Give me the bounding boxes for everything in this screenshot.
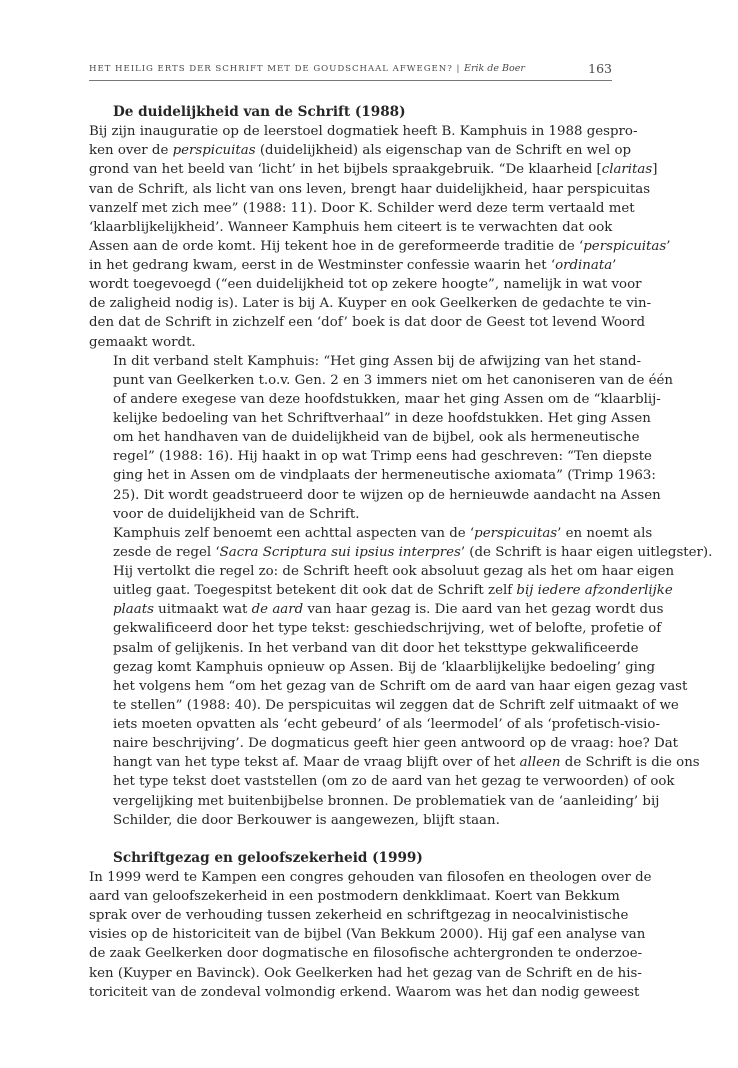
body-text	[89, 103, 713, 1002]
section-heading: Schriftgezag en geloofszekerheid (1999)	[113, 849, 423, 866]
text-line: kelijke bedoeling van het Schriftverhaal” in deze hoofdstukken. Het ging Assen	[113, 411, 651, 426]
paragraph	[89, 524, 713, 830]
text-line: vergelijking met buitenbijbelse bronnen. De problematiek van de ‘aanleiding’ bij	[113, 793, 660, 809]
text-line: toriciteit van de zondeval volmondig erkend. Waarom was het dan nodig geweest	[89, 984, 640, 1000]
text-line: iets moeten opvatten als ‘echt gebeurd’ of als ‘leermodel’ of als ‘profetisch-visio-	[113, 717, 660, 732]
text-line: aard van geloofszekerheid in een postmodern denkklimaat. Koert van Bekkum	[89, 889, 620, 904]
text-line: van de Schrift, als licht van ons leven, brengt haar duidelijkheid, haar perspicuitas	[89, 181, 651, 197]
text-line: In 1999 werd te Kampen een congres gehouden van filosofen en theologen over de	[89, 869, 652, 885]
running-title: HET HEILIG ERTS DER SCHRIFT MET DE GOUDSCHAAL AFWEGEN?	[89, 64, 453, 74]
paragraph	[89, 868, 652, 1002]
header-rule	[89, 80, 612, 81]
text-line: gekwalificeerd door het type tekst: geschiedschrijving, wet of belofte, profetie of	[113, 621, 662, 637]
text-line: Kamphuis zelf benoemt een achttal aspecten van de ‘perspicuitas’ en noemt als	[113, 525, 653, 541]
running-separator: |	[456, 64, 461, 74]
text-line: Schilder, die door Berkouwer is aangewezen, blijft staan.	[113, 812, 500, 828]
running-head	[89, 63, 612, 74]
text-line: te stellen” (1988: 40). De perspicuitas wil zeggen dat de Schrift zelf uitmaakt of we	[113, 697, 679, 713]
text-line: de zaligheid nodig is). Later is bij A. Kuyper en ook Geelkerken de gedachte te vin-	[89, 296, 652, 312]
text-line: regel” (1988: 16). Hij haakt in op wat Trimp eens had geschreven: “Ten diepste	[113, 449, 652, 465]
text-line: uitleg gaat. Toegespitst betekent dit ook dat de Schrift zelf bij iedere afzonderlijke	[113, 583, 673, 599]
text-line: plaats uitmaakt wat de aard van haar gezag is. Die aard van het gezag wordt dus	[113, 602, 664, 618]
text-line: punt van Geelkerken t.o.v. Gen. 2 en 3 immers niet om het canoniseren van de één	[113, 372, 673, 388]
running-author: Erik de Boer	[464, 63, 525, 74]
text-line: vanzelf met zich mee” (1988: 11). Door K. Schilder werd deze term vertaald met	[89, 200, 635, 216]
paragraph	[89, 352, 673, 524]
text-line: ken over de perspicuitas (duidelijkheid) als eigenschap van de Schrift en wel op	[89, 143, 632, 159]
text-line: ‘klaarblijkelijkheid’. Wanneer Kamphuis hem citeert is te verwachten dat ook	[89, 219, 613, 235]
text-line: Bij zijn inauguratie op de leerstoel dogmatiek heeft B. Kamphuis in 1988 gespro-	[89, 124, 638, 140]
section-heading: De duidelijkheid van de Schrift (1988)	[113, 104, 406, 120]
text-line: psalm of gelijkenis. In het verband van dit door het teksttype gekwalificeerde	[113, 640, 639, 656]
page-number: 163	[588, 61, 612, 76]
text-line: om het handhaven van de duidelijkheid van de bijbel, ook als hermeneutische	[113, 430, 640, 446]
text-line: Assen aan de orde komt. Hij tekent hoe in de gereformeerde traditie de ‘perspicuitas’	[89, 238, 671, 254]
text-line: zesde de regel ‘Sacra Scriptura sui ipsius interpres’ (de Schrift is haar eigen uitlegster).	[113, 544, 713, 560]
text-line: of andere exegese van deze hoofdstukken, maar het ging Assen om de “klaarblij-	[113, 391, 661, 407]
text-line: ken (Kuyper en Bavinck). Ook Geelkerken had het gezag van de Schrift en de his-	[89, 965, 642, 981]
section-gap	[89, 830, 611, 849]
text-line: ging het in Assen om de vindplaats der hermeneutische axiomata” (Trimp 1963:	[113, 468, 656, 484]
text-line: Hij vertolkt die regel zo: de Schrift heeft ook absoluut gezag als het om haar eigen	[113, 564, 675, 579]
text-line: visies op de historiciteit van de bijbel (Van Bekkum 2000). Hij gaf een analyse van	[89, 927, 646, 943]
text-line: grond van het beeld van ‘licht’ in het bijbels spraakgebruik. “De klaarheid [claritas]	[89, 162, 658, 178]
text-line: In dit verband stelt Kamphuis: “Het ging Assen bij de afwijzing van het stand-	[113, 353, 642, 369]
text-line: in het gedrang kwam, eerst in de Westminster confessie waarin het ‘ordinata’	[89, 258, 617, 273]
text-line: gemaakt wordt.	[89, 334, 196, 350]
text-line: naire beschrijving’. De dogmaticus geeft hier geen antwoord op de vraag: hoe? Dat	[113, 736, 679, 752]
text-line: voor de duidelijkheid van de Schrift.	[113, 506, 360, 522]
paragraph	[89, 122, 671, 352]
text-line: gezag komt Kamphuis opnieuw op Assen. Bij de ‘klaarblijkelijke bedoeling’ ging	[113, 659, 656, 675]
text-line: wordt toegevoegd (“een duidelijkheid tot op zekere hoogte”, namelijk in wat voor	[89, 277, 642, 293]
text-line: hangt van het type tekst af. Maar de vraag blijft over of het alleen de Schrift is die ons	[113, 755, 700, 771]
text-line: den dat de Schrift in zichzelf een ‘dof’ boek is dat door de Geest tot levend Woord	[89, 315, 645, 331]
text-line: 25). Dit wordt geadstrueerd door te wijzen op de hernieuwde aandacht na Assen	[113, 487, 661, 503]
text-line: het volgens hem “om het gezag van de Schrift om de aard van haar eigen gezag vast	[113, 678, 688, 694]
text-line: sprak over de verhouding tussen zekerheid en schriftgezag in neocalvinistische	[89, 908, 629, 924]
text-line: het type tekst doet vaststellen (om zo de aard van het gezag te verwoorden) of ook	[113, 774, 675, 790]
text-line: de zaak Geelkerken door dogmatische en filosofische achtergronden te onderzoe-	[89, 946, 643, 962]
